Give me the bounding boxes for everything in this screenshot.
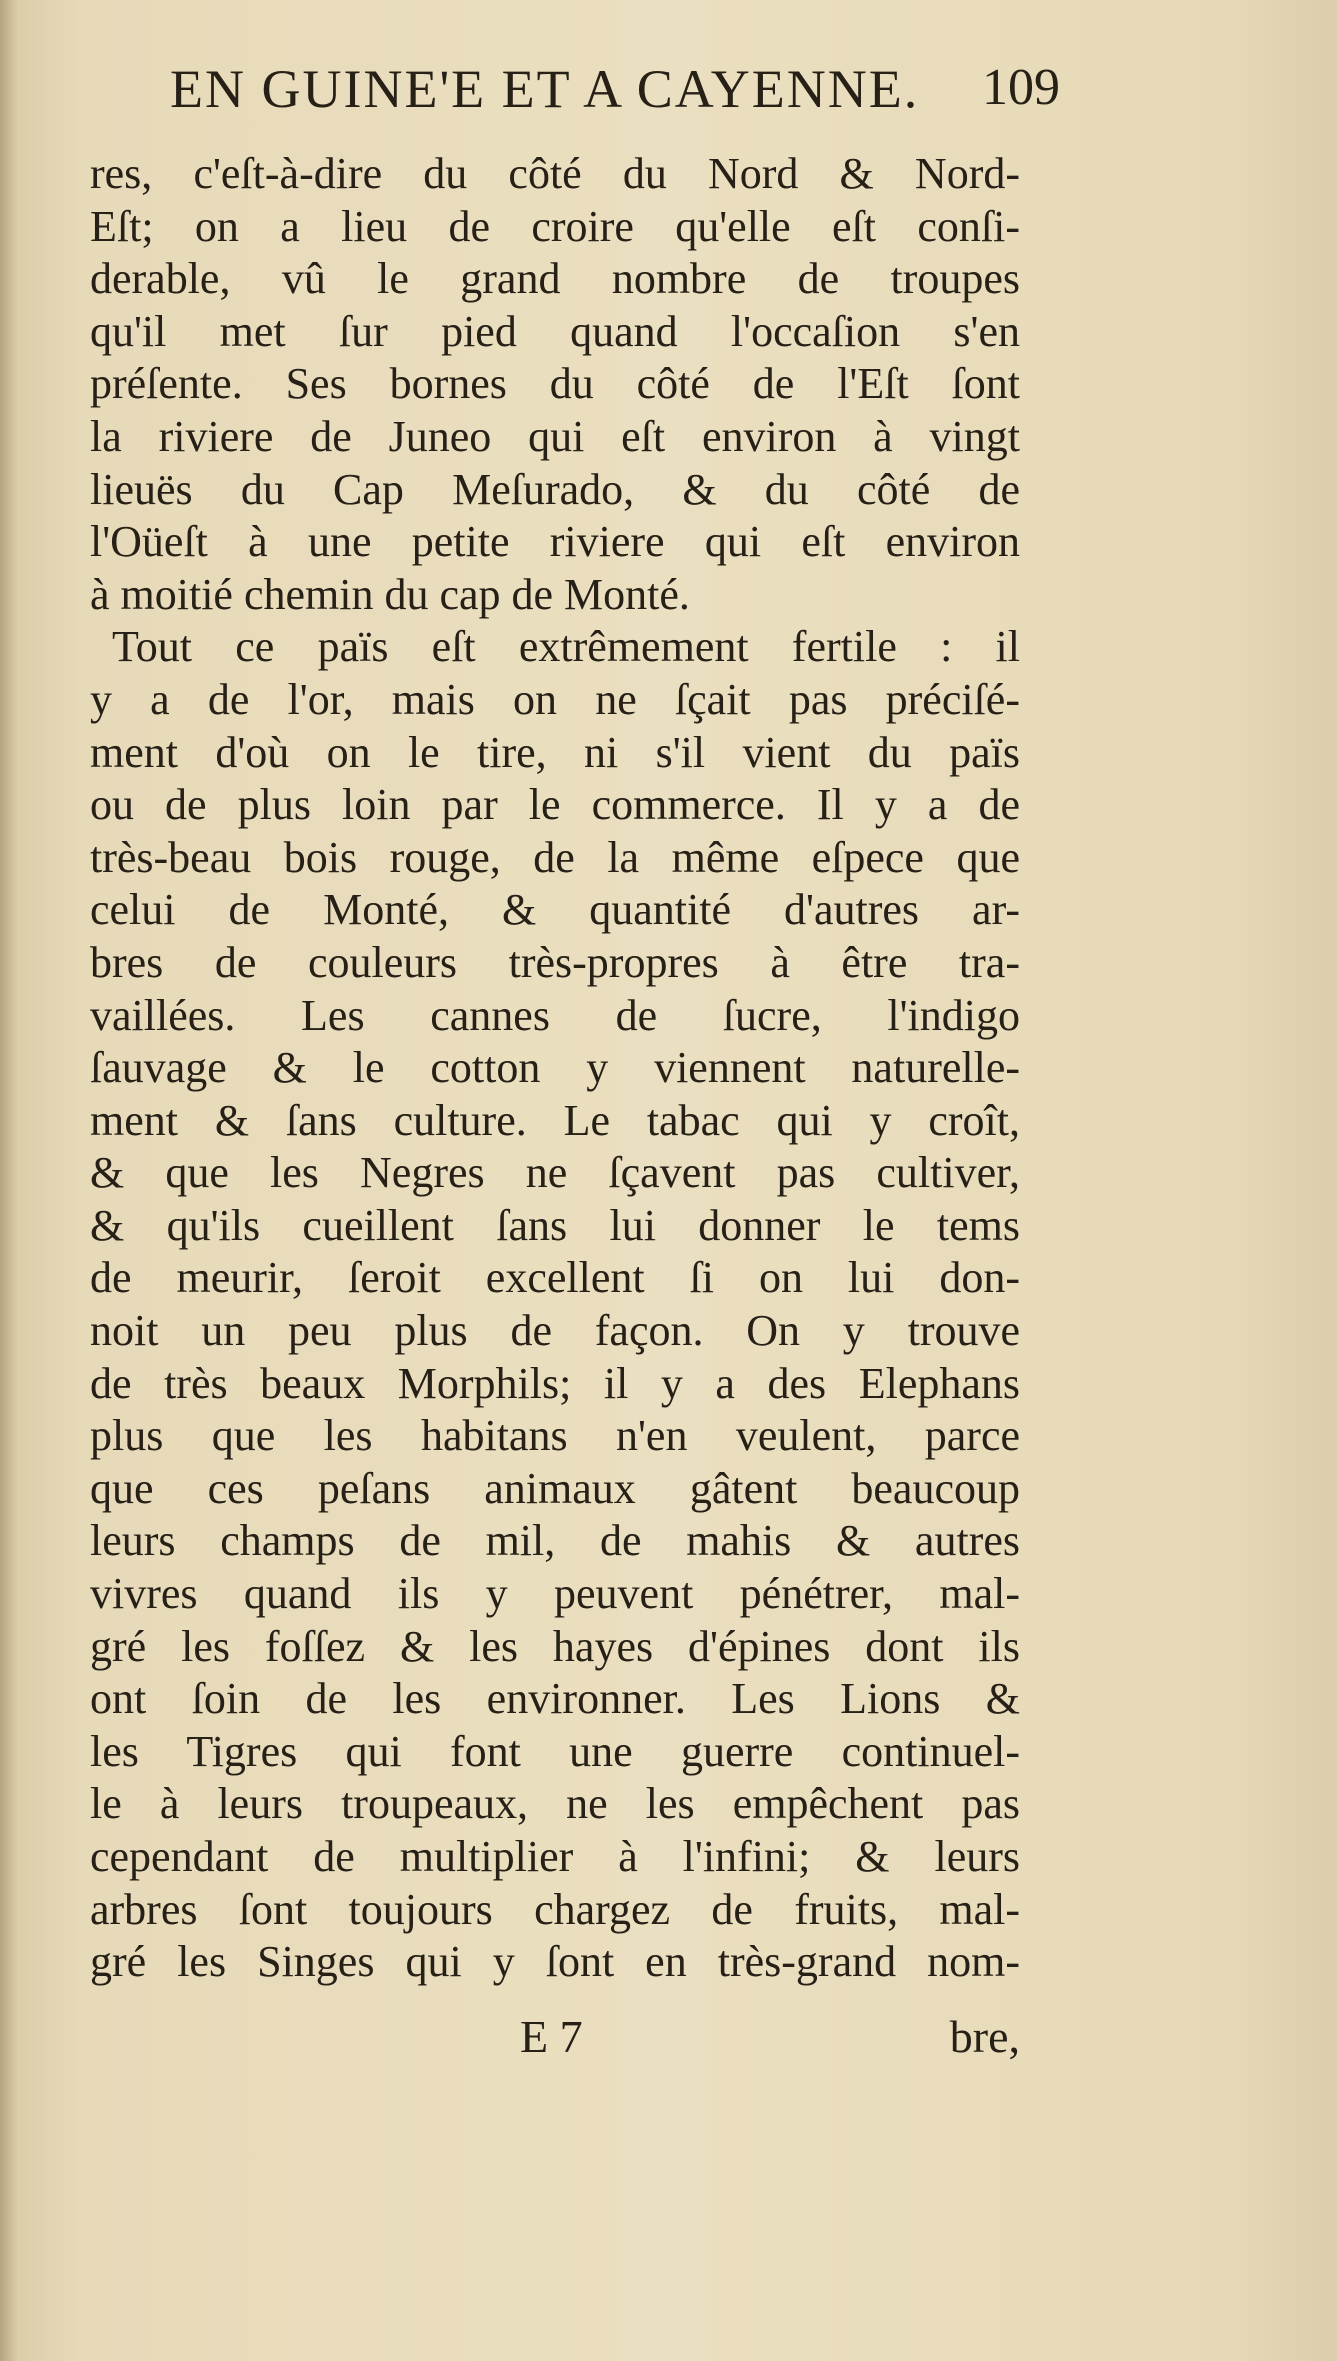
text-line: lieuës du Cap Meſurado, & du côté de (90, 464, 1020, 514)
text-line: bres de couleurs très-propres à être tra- (90, 937, 1020, 987)
page-footer (90, 2010, 1020, 2070)
text-line: très-beau bois rouge, de la même eſpece que (90, 832, 1020, 882)
text-line: & que les Negres ne ſçavent pas cultiver, (90, 1148, 1020, 1198)
text-line: de très beaux Morphils; il y a des Elephans (90, 1358, 1020, 1408)
text-line: qu'il met ſur pied quand l'occaſion s'en (90, 306, 1020, 356)
page-number: 109 (982, 59, 1060, 116)
text-line: que ces peſans animaux gâtent beaucoup (90, 1463, 1020, 1513)
text-line: Tout ce païs eſt extrêmement fertile : il (112, 622, 1020, 672)
running-title: EN GUINE'E ET A CAYENNE. (170, 59, 920, 119)
text-line: plus que les habitans n'en veulent, parce (90, 1411, 1020, 1461)
text-line: Eſt; on a lieu de croire qu'elle eſt conſi- (90, 201, 1020, 251)
text-line: la riviere de Juneo qui eſt environ à vingt (90, 411, 1020, 461)
text-line: à moitié chemin du cap de Monté. (90, 569, 690, 619)
text-line: celui de Monté, & quantité d'autres ar- (90, 885, 1020, 935)
page-header (170, 58, 1060, 128)
text-line: & qu'ils cueillent ſans lui donner le tems (90, 1200, 1020, 1250)
text-line: les Tigres qui font une guerre continuel- (90, 1726, 1020, 1776)
text-line: ment & ſans culture. Le tabac qui y croît, (90, 1095, 1020, 1145)
text-line: gré les Singes qui y ſont en très-grand nom- (90, 1937, 1020, 1987)
text-line: y a de l'or, mais on ne ſçait pas préciſé- (90, 674, 1020, 724)
spine-shadow (0, 0, 18, 2361)
catchword: bre, (949, 2011, 1020, 2062)
text-line: vaillées. Les cannes de ſucre, l'indigo (90, 990, 1020, 1040)
text-line: gré les foſſez & les hayes d'épines dont ils (90, 1621, 1020, 1671)
text-line: res, c'eſt-à-dire du côté du Nord & Nord- (90, 149, 1020, 198)
text-line: cependant de multiplier à l'infini; & leurs (90, 1832, 1020, 1881)
text-line: l'Oüeſt à une petite riviere qui eſt environ (90, 517, 1020, 567)
text-line: de meurir, ſeroit excellent ſi on lui don- (90, 1253, 1020, 1303)
text-line: ou de plus loin par le commerce. Il y a de (90, 780, 1020, 830)
text-line: ment d'où on le tire, ni s'il vient du païs (90, 727, 1020, 777)
text-line: noit un peu plus de façon. On y trouve (90, 1306, 1020, 1356)
text-line: ont ſoin de les environner. Les Lions & (90, 1674, 1020, 1724)
text-line: le à leurs troupeaux, ne les empêchent pas (90, 1779, 1020, 1829)
text-line: derable, vû le grand nombre de troupes (90, 254, 1020, 304)
body-text (90, 148, 1020, 1989)
text-line: ſauvage & le cotton y viennent naturelle- (90, 1043, 1020, 1093)
text-line: préſente. Ses bornes du côté de l'Eſt ſont (90, 359, 1020, 409)
signature-mark: E 7 (520, 2011, 583, 2062)
text-line: leurs champs de mil, de mahis & autres (90, 1516, 1020, 1566)
text-line: vivres quand ils y peuvent pénétrer, mal- (90, 1569, 1020, 1619)
text-line: arbres ſont toujours chargez de fruits, mal- (90, 1884, 1020, 1934)
